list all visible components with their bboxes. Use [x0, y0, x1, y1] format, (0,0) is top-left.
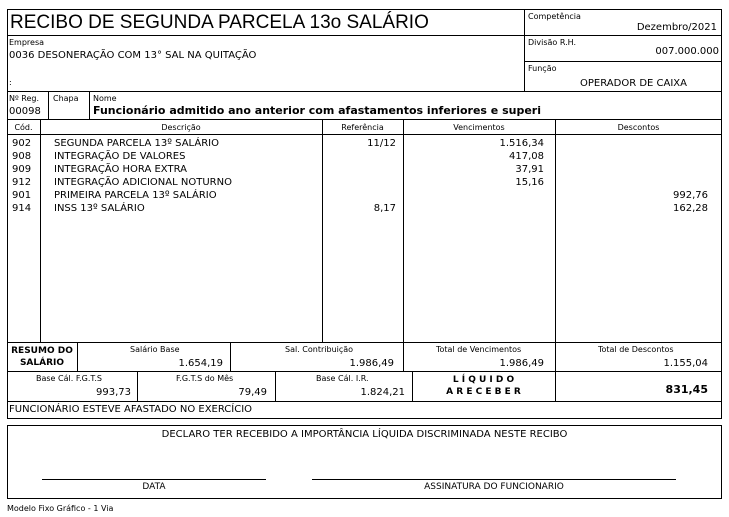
header-line: [7, 91, 722, 92]
signature-label: ASSINATURA DO FUNCIONARIO: [424, 482, 564, 492]
liquido-value: 831,45: [665, 383, 708, 396]
col-header-cod: Cód.: [14, 123, 33, 132]
competencia-value: Dezembro/2021: [636, 22, 717, 33]
summary-divider: [555, 342, 556, 371]
chapa-label: Chapa: [53, 94, 79, 103]
footer-text: Modelo Fixo Gráfico - 1 Via: [7, 504, 114, 513]
sal-contribuicao-label: Sal. Contribuição: [285, 345, 354, 354]
row-vencimentos: 1.516,34: [499, 138, 544, 149]
registro-value: 00098: [9, 106, 41, 117]
row-vencimentos: 15,16: [515, 177, 544, 188]
resumo-label: RESUMO DO: [11, 346, 73, 356]
row-referencia: 11/12: [367, 138, 396, 149]
employee-divider: [48, 91, 49, 119]
base-ir-value: 1.824,21: [360, 387, 405, 398]
summary-divider: [403, 342, 404, 371]
row-vencimentos: 37,91: [515, 164, 544, 175]
funcao-label: Função: [528, 64, 557, 73]
table-header-line: [7, 134, 722, 135]
empresa-value: 0036 DESONERAÇÃO COM 13° SAL NA QUITAÇÃO: [9, 50, 257, 61]
col-header-referencia: Referência: [341, 123, 384, 132]
divisao-label: Divisão R.H.: [528, 38, 577, 47]
row-cod: 901: [12, 190, 32, 201]
divisao-value: 007.000.000: [655, 46, 719, 57]
table-col-divider: [555, 119, 556, 342]
row-descricao: INSS 13º SALÁRIO: [54, 203, 145, 214]
row-cod: 908: [12, 151, 32, 162]
sal-contribuicao-value: 1.986,49: [349, 358, 394, 369]
row-cod: 909: [12, 164, 32, 175]
header-divider: [524, 9, 525, 91]
employee-divider: [89, 91, 90, 119]
total-vencimentos-value: 1.986,49: [499, 358, 544, 369]
row-descricao: PRIMEIRA PARCELA 13º SALÁRIO: [54, 190, 217, 201]
employee-line: [7, 119, 722, 120]
table-col-divider: [403, 119, 404, 342]
row-vencimentos: 417,08: [509, 151, 544, 162]
declaration-text: DECLARO TER RECEBIDO A IMPORTÂNCIA LÍQUIDA DISCRIMINADA NESTE RECIBO: [161, 429, 568, 440]
summary-line: [7, 401, 722, 402]
table-col-divider: [40, 119, 41, 342]
summary-divider: [275, 371, 276, 401]
summary-divider: [230, 342, 231, 371]
fgts-mes-label: F.G.T.S do Mês: [176, 374, 234, 383]
row-descricao: SEGUNDA PARCELA 13º SALÁRIO: [54, 138, 219, 149]
afastamento-message: FUNCIONÁRIO ESTEVE AFASTADO NO EXERCÍCIO: [9, 404, 253, 415]
row-cod: 912: [12, 177, 32, 188]
row-cod: 914: [12, 203, 32, 214]
row-descricao: INTEGRAÇÃO ADICIONAL NOTURNO: [54, 177, 232, 188]
header-line: [524, 61, 722, 62]
empresa-extra: :: [9, 78, 12, 87]
total-descontos-label: Total de Descontos: [598, 345, 674, 354]
row-descontos: 992,76: [673, 190, 708, 201]
row-referencia: 8,17: [373, 203, 396, 214]
row-cod: 902: [12, 138, 32, 149]
nome-label: Nome: [93, 94, 117, 103]
competencia-label: Competência: [528, 12, 581, 21]
registro-label: Nº Reg.: [9, 94, 40, 103]
summary-line: [7, 371, 722, 372]
summary-divider: [77, 342, 78, 371]
total-vencimentos-label: Total de Vencimentos: [436, 345, 522, 354]
salario-base-value: 1.654,19: [178, 358, 223, 369]
date-signature-line: [42, 479, 266, 480]
summary-line: [7, 342, 722, 343]
col-header-descontos: Descontos: [617, 123, 660, 132]
nome-value: Funcionário admitido ano anterior com afastamentos inferiores e superi: [93, 104, 541, 117]
summary-divider: [555, 371, 556, 401]
header-line: [7, 35, 722, 36]
page-title: RECIBO DE SEGUNDA PARCELA 13o SALÁRIO: [10, 12, 429, 33]
salario-base-label: Salário Base: [130, 345, 180, 354]
base-ir-label: Base Cál. I.R.: [316, 374, 369, 383]
fgts-mes-value: 79,49: [238, 387, 267, 398]
liquido-label: A R E C E B E R: [446, 387, 521, 397]
empresa-label: Empresa: [9, 38, 45, 47]
resumo-label: SALÁRIO: [19, 358, 65, 368]
liquido-label: L Í Q U I D O: [452, 375, 515, 385]
funcao-value: OPERADOR DE CAIXA: [580, 78, 687, 89]
row-descricao: INTEGRAÇÃO DE VALORES: [54, 151, 186, 162]
base-fgts-value: 993,73: [96, 387, 131, 398]
summary-divider: [137, 371, 138, 401]
col-header-vencimentos: Vencimentos: [453, 123, 505, 132]
employee-signature-line: [312, 479, 676, 480]
base-fgts-label: Base Cál. F.G.T.S: [36, 374, 102, 383]
row-descontos: 162,28: [673, 203, 708, 214]
total-descontos-value: 1.155,04: [663, 358, 708, 369]
row-descricao: INTEGRAÇÃO HORA EXTRA: [54, 164, 187, 175]
col-header-descricao: Descrição: [161, 123, 201, 132]
date-label: DATA: [142, 482, 166, 492]
table-col-divider: [322, 119, 323, 342]
